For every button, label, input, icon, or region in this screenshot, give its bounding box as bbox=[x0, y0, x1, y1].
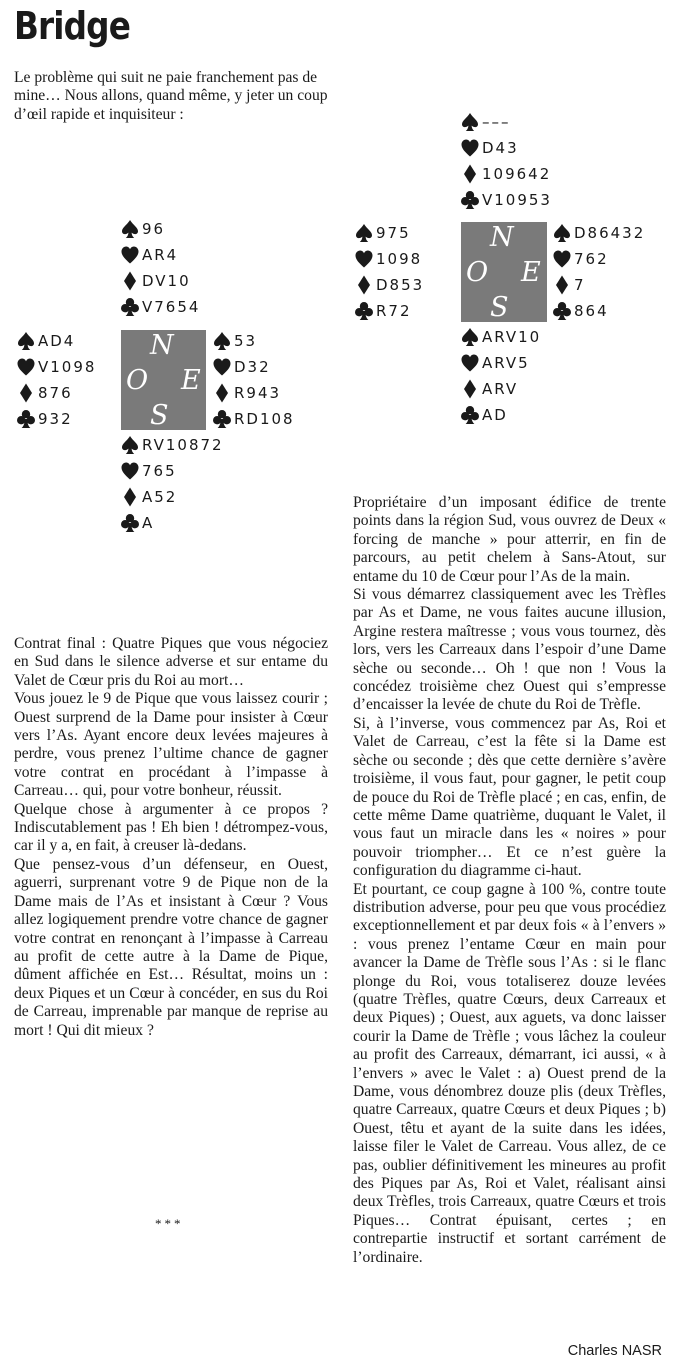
holding: 53 bbox=[234, 332, 258, 350]
diamonds-row bbox=[460, 376, 541, 402]
compass-box bbox=[121, 330, 206, 430]
intro-paragraph: Le problème qui suit ne paie franchement pas de mine… Nous allons, quand même, y jeter un coup d’œil rapide et inquisiteur : bbox=[14, 69, 328, 123]
compass-north: N bbox=[490, 222, 514, 253]
holding: 975 bbox=[376, 224, 411, 242]
deal1-west-hand bbox=[16, 328, 96, 432]
diamond-icon bbox=[16, 383, 36, 403]
clubs-row bbox=[16, 406, 96, 432]
club-icon bbox=[212, 409, 232, 429]
diamond-icon bbox=[120, 271, 140, 291]
spades-row bbox=[460, 324, 541, 350]
holding: D32 bbox=[234, 358, 271, 376]
holding: 932 bbox=[38, 410, 73, 428]
heart-icon bbox=[120, 245, 140, 265]
spades-row bbox=[16, 328, 96, 354]
holding: ARV5 bbox=[482, 354, 530, 372]
deal2-east-hand bbox=[552, 220, 645, 324]
deal2-south-hand bbox=[460, 324, 541, 428]
holding: V10953 bbox=[482, 191, 552, 209]
spade-icon bbox=[120, 435, 140, 455]
holding: R943 bbox=[234, 384, 282, 402]
holding: RV10872 bbox=[142, 436, 224, 454]
compass-east: E bbox=[181, 365, 201, 396]
diamonds-row bbox=[120, 268, 200, 294]
compass-west: O bbox=[126, 365, 149, 396]
page-title: Bridge bbox=[14, 4, 131, 48]
holding: 7 bbox=[574, 276, 586, 294]
spade-icon bbox=[460, 327, 480, 347]
heart-icon bbox=[212, 357, 232, 377]
compass-south: S bbox=[490, 292, 509, 323]
spades-row bbox=[460, 109, 552, 135]
spades-row bbox=[552, 220, 645, 246]
hearts-row bbox=[16, 354, 96, 380]
spade-icon bbox=[120, 219, 140, 239]
spade-icon bbox=[16, 331, 36, 351]
holding: DV10 bbox=[142, 272, 191, 290]
clubs-row bbox=[552, 298, 645, 324]
heart-icon bbox=[552, 249, 572, 269]
hearts-row bbox=[354, 246, 424, 272]
holding: V1098 bbox=[38, 358, 97, 376]
club-icon bbox=[552, 301, 572, 321]
holding: 96 bbox=[142, 220, 166, 238]
deal1-north-hand bbox=[120, 216, 200, 320]
holding: R72 bbox=[376, 302, 412, 320]
diamonds-row bbox=[460, 161, 552, 187]
diamonds-row bbox=[552, 272, 645, 298]
hearts-row bbox=[120, 242, 200, 268]
holding: AD bbox=[482, 406, 508, 424]
hearts-row bbox=[212, 354, 295, 380]
holding: AD4 bbox=[38, 332, 76, 350]
clubs-row bbox=[120, 294, 200, 320]
deal1-east-hand bbox=[212, 328, 295, 432]
diamonds-row bbox=[354, 272, 424, 298]
holding: 1098 bbox=[376, 250, 423, 268]
heart-icon bbox=[354, 249, 374, 269]
diamond-icon bbox=[460, 164, 480, 184]
heart-icon bbox=[16, 357, 36, 377]
spade-icon bbox=[354, 223, 374, 243]
deal2-north-hand bbox=[460, 109, 552, 213]
diamond-icon bbox=[120, 487, 140, 507]
holding: A52 bbox=[142, 488, 178, 506]
compass-box bbox=[461, 222, 547, 322]
club-icon bbox=[460, 190, 480, 210]
holding: D853 bbox=[376, 276, 425, 294]
article-right-column: Propriétaire d’un imposant édifice de trente points dans la région Sud, vous ouvrez de Deux « forcing de manche » pour atterrir, en fin de parcours, au petit chelem à Sans-Atout, sur entame du 10 de Cœur pour l’As de la main. Si vous démarrez classiquement avec les Trèfles par As et Dame, ne vous faites aucune illusion, Argine restera maîtresse ; vous vous tournez, dès lors, vers les Carreaux dans l’espoir d’une Dame sèche ou seconde… Oh ! que non ! Vous la concédez troisième chez Ouest qui s’empresse d’encaisser la levée de chute du Roi de Trèfle. Si, à l’inverse, vous commencez par As, Roi et Valet de Carreau, c’est la fête si la Dame est sèche ou seconde ; dès que cette dernière s’avère troisième, il vous faut, pour gagner, le petit coup de pouce du Roi de Trèfle placé ; en cas, enfin, de cette même Dame quatrième, duquant le Valet, il vous faut un miracle dans les « noires » pour pouvoir triompher… Et ce n’est guère la configuration du diagramme ci-haut. Et pourtant, ce coup gagne à 100 %, contre toute distribution adverse, pour peu que vous procédiez exceptionnellement et par deux fois « à l’envers » : vous prenez l’entame Cœur en main pour avancer la Dame de Trèfle sous l’As : si le flanc plonge du Roi, vous totaliserez douze levées (quatre Trèfles, quatre Cœurs, deux Carreaux et deux Piques) ; Ouest, aux aguets, va donc laisser courir la Dame de Trèfle ; vous lâchez la couleur au profit des Carreaux, démarrant, ici aussi, « à l’envers » avec le Valet : a) Ouest prend de la Dame, vous dénombrez douze plis (deux Trèfles, quatre Carreaux, quatre Cœurs et deux Piques ; b) Ouest, têtu et ayant de la suite dans les idées, laisse filer le Valet de Carreau. Vous allez, de ce pas, oublier définitivement les mineures au profit des Piques par As, Roi et Valet, réalisant ainsi deux Trèfles, trois Carreaux, quatre Cœurs et trois Piques… Contrat épuisant, certes ; en contrepartie instructif et sortant carrément de l’ordinaire. bbox=[353, 494, 666, 1266]
deal1-south-hand bbox=[120, 432, 224, 536]
heart-icon bbox=[120, 461, 140, 481]
compass-west: O bbox=[466, 257, 489, 288]
holding: 876 bbox=[38, 384, 73, 402]
diamonds-row bbox=[120, 484, 224, 510]
holding: AR4 bbox=[142, 246, 179, 264]
diamond-icon bbox=[212, 383, 232, 403]
diamonds-row bbox=[16, 380, 96, 406]
spade-icon bbox=[212, 331, 232, 351]
hearts-row bbox=[460, 350, 541, 376]
holding: D43 bbox=[482, 139, 519, 157]
diamond-icon bbox=[460, 379, 480, 399]
club-icon bbox=[354, 301, 374, 321]
compass-north: N bbox=[150, 330, 174, 361]
diamond-icon bbox=[354, 275, 374, 295]
clubs-row bbox=[460, 187, 552, 213]
club-icon bbox=[16, 409, 36, 429]
holding: ARV10 bbox=[482, 328, 542, 346]
spades-row bbox=[120, 432, 224, 458]
clubs-row bbox=[120, 510, 224, 536]
hearts-row bbox=[460, 135, 552, 161]
diamonds-row bbox=[212, 380, 295, 406]
holding: 109642 bbox=[482, 165, 552, 183]
club-icon bbox=[120, 297, 140, 317]
hearts-row bbox=[552, 246, 645, 272]
clubs-row bbox=[354, 298, 424, 324]
holding: 762 bbox=[574, 250, 609, 268]
clubs-row bbox=[212, 406, 295, 432]
compass-south: S bbox=[150, 400, 169, 431]
holding: ––– bbox=[482, 113, 511, 131]
spades-row bbox=[212, 328, 295, 354]
spade-icon bbox=[460, 112, 480, 132]
spades-row bbox=[120, 216, 200, 242]
diamond-icon bbox=[552, 275, 572, 295]
spade-icon bbox=[552, 223, 572, 243]
holding: ARV bbox=[482, 380, 519, 398]
holding: RD108 bbox=[234, 410, 295, 428]
heart-icon bbox=[460, 138, 480, 158]
hearts-row bbox=[120, 458, 224, 484]
holding: 864 bbox=[574, 302, 609, 320]
clubs-row bbox=[460, 402, 541, 428]
compass-east: E bbox=[521, 257, 541, 288]
deal2-west-hand bbox=[354, 220, 424, 324]
holding: D86432 bbox=[574, 224, 646, 242]
author-signature: Charles NASR bbox=[567, 1343, 662, 1359]
holding: V7654 bbox=[142, 298, 201, 316]
article-left-column: Contrat final : Quatre Piques que vous négociez en Sud dans le silence adverse et sur entame du Valet de Cœur pris du Roi au mort… Vous jouez le 9 de Pique que vous laissez courir ; Ouest surprend de la Dame pour insister à Cœur vers l’As. Ayant encore deux levées majeures à perdre, vous prenez l’ultime chance de gagner votre contrat en procédant à l’impasse à Carreau… qui, pour votre bonheur, réussit. Quelque chose à argumenter à ce propos ? Indiscutablement pas ! Eh bien ! détrompez-vous, car il y a, en fait, à creuser là-dedans. Que pensez-vous d’un défenseur, en Ouest, aguerri, surprenant votre 9 de Pique non de la Dame mais de l’As et insistant à Cœur ? Vous allez logiquement prendre votre chance de gagner votre contrat en renonçant à l’impasse à Carreau au profit de cette autre à la Dame de Pique, dûment affichée en Est… Résultat, moins un : deux Piques et un Cœur à concéder, en sus du Roi de Carreau, imprenable par manque de reprise au mort ! Qui dit mieux ? bbox=[14, 635, 328, 1039]
club-icon bbox=[120, 513, 140, 533]
holding: 765 bbox=[142, 462, 177, 480]
club-icon bbox=[460, 405, 480, 425]
heart-icon bbox=[460, 353, 480, 373]
spades-row bbox=[354, 220, 424, 246]
section-separator: *** bbox=[155, 1216, 184, 1231]
holding: A bbox=[142, 514, 155, 532]
